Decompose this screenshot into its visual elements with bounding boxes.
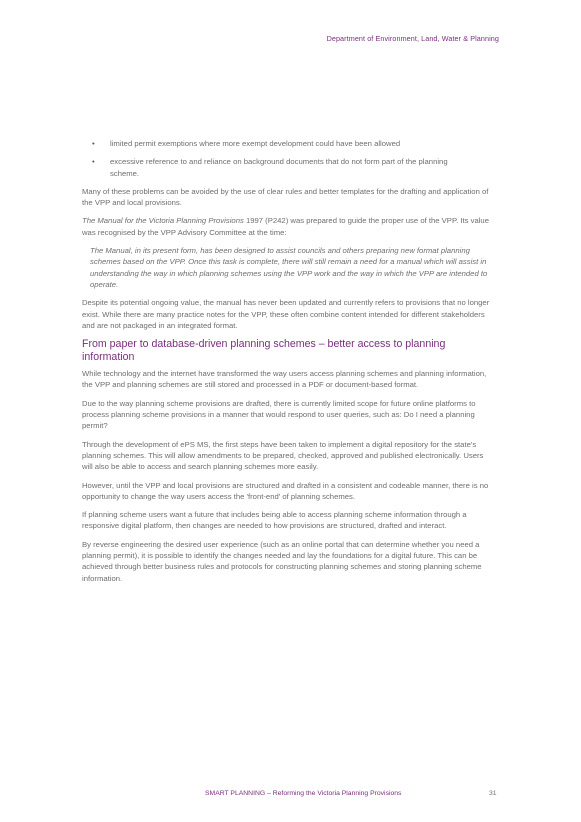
bullet-list bbox=[82, 138, 496, 179]
page-content bbox=[82, 138, 496, 591]
list-item: • limited permit exemptions where more exempt development could have been allowed bbox=[82, 138, 496, 149]
page-number: 31 bbox=[489, 790, 497, 797]
manual-citation: The Manual for the Victoria Planning Provisions bbox=[82, 216, 244, 226]
paragraph-text: 1997 (P242) was prepared to guide the proper use of the VPP. Its value was recognised by the VPP Advisory Committee at the time: bbox=[82, 216, 489, 237]
paragraph: However, until the VPP and local provisions are structured and drafted in a consistent and codeable manner, there is no opportunity to change the way users access the 'front-end' of planning schemes. bbox=[82, 480, 489, 501]
paragraph: Despite its potential ongoing value, the manual has never been updated and currently refers to provisions that no longer exist. While there are many practice notes for the VPP, these often combine content intended for different stakeholders and are not packaged in an integrated format. bbox=[82, 298, 490, 330]
department-header: Department of Environment, Land, Water & Planning bbox=[326, 34, 499, 43]
footer-title: SMART PLANNING – Reforming the Victoria Planning Provisions bbox=[205, 790, 402, 797]
paragraph: Through the development of ePS MS, the first steps have been taken to implement a digital repository for the state's planning schemes. This will allow amendments to be prepared, checked, approved and published electronically. Users will also be able to access and search planning schemes more easily. bbox=[82, 439, 484, 472]
paragraph: While technology and the internet have transformed the way users access planning schemes and planning information, the VPP and planning schemes are still stored and processed in a PDF or document-based format. bbox=[82, 369, 487, 390]
paragraph: By reverse engineering the desired user experience (such as an online portal that can determine whether you need a planning permit), it is possible to identify the changes needed and lay the foundations for a digital future. This can be achieved through better business rules and protocols for constructing planning schemes and storing planning scheme information. bbox=[82, 539, 482, 583]
paragraph: Due to the way planning scheme provisions are drafted, there is currently limited scope for future online platforms to process planning scheme provisions in a manner that would respond to user queries, such as: Do I need a planning permit? bbox=[82, 398, 476, 431]
paragraph bbox=[82, 215, 496, 238]
section-heading: From paper to database-driven planning schemes – better access to planning information bbox=[82, 338, 446, 364]
paragraph: If planning scheme users want a future that includes being able to access planning scheme information through a responsive digital platform, then changes are needed to how provisions are structured, drafted and interact. bbox=[82, 510, 467, 531]
list-item: • excessive reference to and reliance on background documents that do not form part of the planning scheme. bbox=[82, 156, 496, 179]
block-quote: The Manual, in its present form, has been designed to assist councils and others preparing new format planning schemes based on the VPP. Once this task is complete, there will still remain a need for a manual which will assist in understanding the way in which planning schemes using the VPP work and the way in which the VPP are intended to operate. bbox=[90, 246, 488, 289]
paragraph: Many of these problems can be avoided by the use of clear rules and better templates for the drafting and application of the VPP and local provisions. bbox=[82, 186, 489, 208]
